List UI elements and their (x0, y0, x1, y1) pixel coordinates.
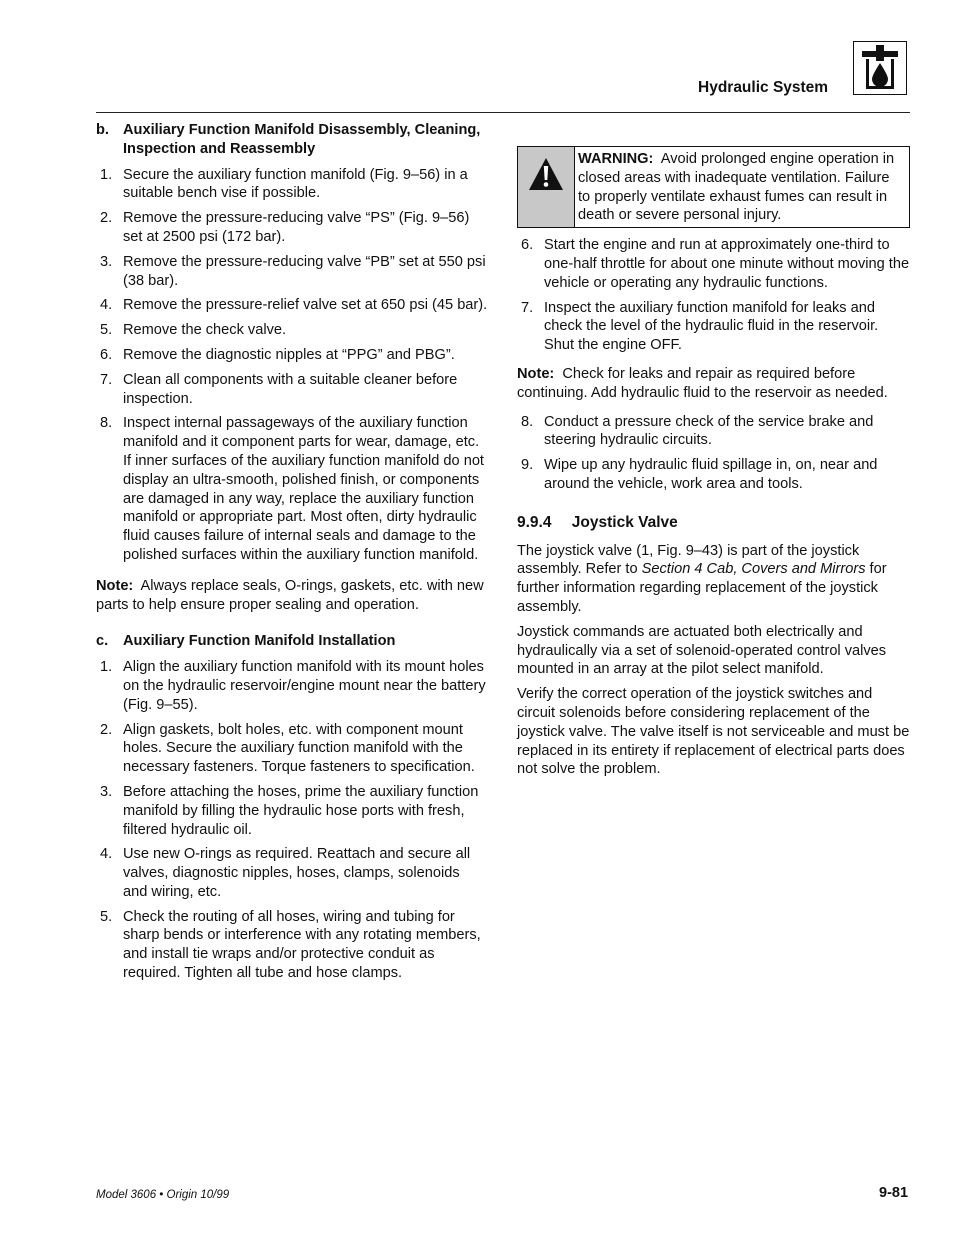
operation-steps (517, 236, 910, 355)
left-column (96, 121, 488, 989)
list-item: 8. Inspect internal passageways of the auxiliary function manifold and it component parts for wear, damage, etc. If inner surfaces of the auxiliary function manifold do not display an ultra-smooth, polished finish, or components are damaged in any way, replace the auxiliary function manifold or appropriate part. Most often, dirty hydraulic fluid causes failure of internal seals and damage to the polished surfaces within the auxiliary function manifold. (100, 415, 484, 563)
note-seals: Note: Always replace seals, O-rings, gaskets, etc. with new parts to help ensure proper sealing and operation. (96, 577, 484, 613)
list-item: 2. Remove the pressure-reducing valve “PS” (Fig. 9–56) set at 2500 psi (172 bar). (100, 210, 470, 245)
list-item: 1. Align the auxiliary function manifold with its mount holes on the hydraulic reservoir/engine mount near the battery (Fig. 9–55). (100, 659, 486, 713)
page-number: 9-81 (879, 1185, 909, 1201)
list-item: 2. Align gaskets, bolt holes, etc. with component mount holes. Secure the auxiliary function manifold with the necessary fasteners. Torque fasteners to specification. (100, 721, 475, 776)
page-header-title: Hydraulic System (698, 79, 829, 96)
joystick-paragraph-2: Joystick commands are actuated both electrically and hydraulically via a set of solenoid-operated control valves mounted in an array at the pilot select manifold. (517, 623, 887, 678)
list-item: 3. Before attaching the hoses, prime the auxiliary function manifold by filling the hydraulic hose ports with fresh, filtered hydraulic oil. (100, 783, 479, 838)
warning-box (517, 146, 910, 228)
list-item: 3. Remove the pressure-reducing valve “PB” set at 550 psi (38 bar). (100, 253, 486, 289)
installation-steps (96, 658, 488, 983)
list-item: 7. Inspect the auxiliary function manifold for leaks and check the level of the hydraulic fluid in the reservoir. Shut the engine OFF. (521, 299, 879, 354)
list-item: 9. Wipe up any hydraulic fluid spillage in, on, near and around the vehicle, work area and tools. (521, 457, 878, 492)
footer-model: Model 3606 • Origin 10/99 (96, 1189, 230, 1201)
list-item: 6. Remove the diagnostic nipples at “PPG” and PBG”. (100, 346, 455, 363)
hydraulic-fluid-icon (853, 41, 907, 95)
list-item: 8. Conduct a pressure check of the service brake and steering hydraulic circuits. (521, 413, 874, 449)
warning-text: WARNING: Avoid prolonged engine operation in closed areas with inadequate ventilation. Failure to properly ventilate exhaust fumes can result in death or severe personal injury. (578, 151, 895, 224)
warning-icon (518, 147, 575, 227)
final-steps (517, 413, 910, 494)
list-item: 5. Check the routing of all hoses, wiring and tubing for sharp bends or interference with any rotating members, and install tie wraps and/or protective conduit as required. Tighten all tube and hose clamps. (100, 908, 481, 982)
subsection-c-heading: c. Auxiliary Function Manifold Installation (96, 633, 396, 650)
header-divider (96, 112, 910, 113)
joystick-paragraph-1: The joystick valve (1, Fig. 9–43) is part of the joystick assembly. Refer to Section 4 Cab, Covers and Mirrors for further information regarding replacement of the joystick assembly. (517, 542, 887, 615)
list-item: 5. Remove the check valve. (100, 322, 287, 339)
subsection-b-heading: b. Auxiliary Function Manifold Disassembly, Cleaning, Inspection and Reassembly (96, 122, 481, 157)
list-item: 6. Start the engine and run at approximately one-third to one-half throttle for about one minute without moving the vehicle or operating any hydraulic functions. (521, 237, 910, 291)
right-column (517, 146, 910, 785)
list-item: 4. Remove the pressure-relief valve set at 650 psi (45 bar). (100, 297, 488, 314)
list-item: 1. Secure the auxiliary function manifold (Fig. 9–56) in a suitable bench vise if possible. (100, 166, 468, 202)
note-leaks: Note: Check for leaks and repair as required before continuing. Add hydraulic fluid to the reservoir as needed. (517, 365, 888, 401)
section-heading-joystick: 9.9.4 Joystick Valve (517, 513, 678, 531)
list-item: 7. Clean all components with a suitable cleaner before inspection. (100, 371, 458, 407)
joystick-paragraph-3: Verify the correct operation of the joystick switches and circuit solenoids before considering replacement of the joystick valve. The valve itself is not serviceable and must be replaced in its entirety if replacement of electrical parts does not solve the problem. (517, 686, 910, 778)
disassembly-steps (96, 166, 488, 565)
cross-reference: Section 4 Cab, Covers and Mirrors (641, 561, 866, 578)
list-item: 4. Use new O-rings as required. Reattach and secure all valves, diagnostic nipples, hoses, clamps, solenoids and wiring, etc. (100, 846, 471, 900)
